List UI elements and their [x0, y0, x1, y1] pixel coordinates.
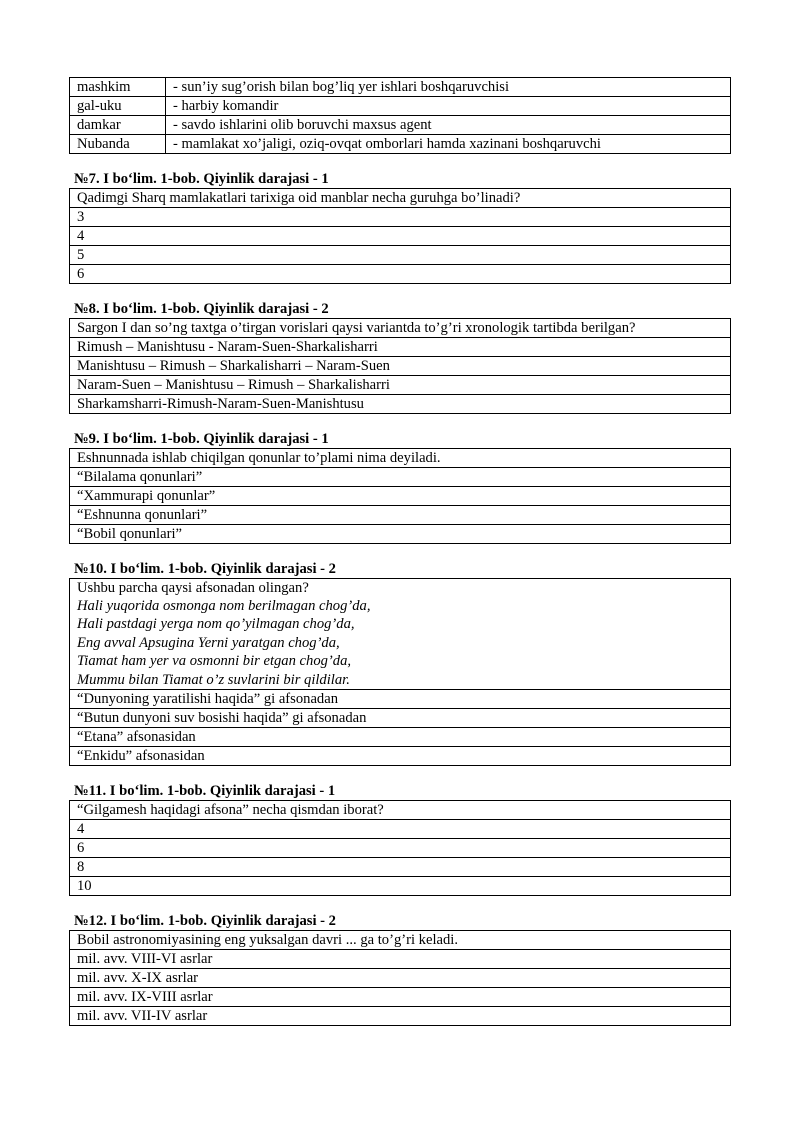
verse-line: Tiamat ham yer va osmonni bir etgan chog’da, — [77, 653, 352, 670]
question-table — [69, 188, 731, 284]
question-heading: №8. I bo‘lim. 1-bob. Qiyinlik darajasi - 2 — [74, 301, 329, 317]
question-block — [69, 560, 731, 766]
question-block — [69, 782, 731, 896]
answer-option: “Bilalama qonunlari” — [70, 468, 731, 487]
answer-option: Manishtusu – Rimush – Sharkalisharri – Naram-Suen — [70, 357, 731, 376]
question-block — [69, 300, 731, 414]
answer-option: Sharkamsharri-Rimush-Naram-Suen-Manishtusu — [70, 395, 731, 414]
question-text: Eshnunnada ishlab chiqilgan qonunlar to’plami nima deyiladi. — [70, 449, 731, 468]
answer-option: 6 — [70, 839, 731, 858]
answer-option: 5 — [70, 246, 731, 265]
answer-option: 6 — [70, 265, 731, 284]
verse-line: Mummu bilan Tiamat o’z suvlarini bir qildilar. — [77, 671, 350, 688]
question-text: “Gilgamesh haqidagi afsona” necha qismdan iborat? — [70, 801, 731, 820]
question-table — [69, 930, 731, 1026]
question-heading: №11. I bo‘lim. 1-bob. Qiyinlik darajasi - 1 — [74, 783, 336, 800]
glossary-definition: - mamlakat xo’jaligi, oziq-ovqat omborlari hamda xazinani boshqaruvchi — [166, 135, 731, 154]
glossary-row — [70, 135, 731, 154]
answer-option: “Bobil qonunlari” — [70, 525, 731, 544]
answer-option: Rimush – Manishtusu - Naram-Suen-Sharkalisharri — [70, 338, 731, 357]
question-text: Ushbu parcha qaysi afsonadan olingan? — [77, 580, 309, 596]
answer-option: “Enkidu” afsonasidan — [70, 747, 731, 766]
question-block — [69, 912, 731, 1026]
answer-option: “Eshnunna qonunlari” — [70, 506, 731, 525]
question-heading: №10. I bo‘lim. 1-bob. Qiyinlik darajasi - 2 — [74, 561, 336, 577]
verse-line: Hali pastdagi yerga nom qo’yilmagan chog’da, — [77, 616, 355, 633]
glossary-definition: - sun’iy sug’orish bilan bog’liq yer ishlari boshqaruvchisi — [166, 78, 731, 97]
glossary-table — [69, 77, 731, 154]
question-table — [69, 318, 731, 414]
question-table — [69, 448, 731, 544]
answer-option: “Xammurapi qonunlar” — [70, 487, 731, 506]
answer-option: mil. avv. VII-IV asrlar — [70, 1007, 731, 1026]
answer-option: “Etana” afsonasidan — [70, 728, 731, 747]
glossary-row — [70, 97, 731, 116]
glossary-term: Nubanda — [70, 135, 166, 154]
question-text: Bobil astronomiyasining eng yuksalgan davri ... ga to’g’ri keladi. — [70, 931, 731, 950]
verse-line: Eng avval Apsugina Yerni yaratgan chog’da, — [77, 634, 340, 651]
question-heading: №12. I bo‘lim. 1-bob. Qiyinlik darajasi - 2 — [74, 913, 336, 930]
glossary-definition: - harbiy komandir — [166, 97, 731, 116]
question-cell — [70, 579, 731, 690]
answer-option: mil. avv. X-IX asrlar — [70, 969, 731, 988]
glossary-term: gal-uku — [70, 97, 166, 116]
answer-option: Naram-Suen – Manishtusu – Rimush – Sharkalisharri — [70, 376, 731, 395]
answer-option: mil. avv. IX-VIII asrlar — [70, 988, 731, 1007]
glossary-term: mashkim — [70, 78, 166, 97]
document-page — [69, 77, 731, 1026]
question-block — [69, 430, 731, 544]
glossary-term: damkar — [70, 116, 166, 135]
glossary-row — [70, 78, 731, 97]
question-heading: №9. I bo‘lim. 1-bob. Qiyinlik darajasi - 1 — [74, 431, 329, 447]
glossary-row — [70, 116, 731, 135]
glossary-definition: - savdo ishlarini olib boruvchi maxsus agent — [166, 116, 731, 135]
answer-option: 4 — [70, 820, 731, 839]
answer-option: 8 — [70, 858, 731, 877]
question-block — [69, 170, 731, 284]
question-table — [69, 578, 731, 766]
question-table — [69, 800, 731, 896]
question-text: Sargon I dan so’ng taxtga o’tirgan vorislari qaysi variantda to’g’ri xronologik tartibda berilgan? — [70, 319, 731, 338]
question-heading: №7. I bo‘lim. 1-bob. Qiyinlik darajasi - 1 — [74, 171, 329, 187]
answer-option: mil. avv. VIII-VI asrlar — [70, 950, 731, 969]
answer-option: 3 — [70, 208, 731, 227]
question-text: Qadimgi Sharq mamlakatlari tarixiga oid manblar necha guruhga bo’linadi? — [70, 189, 731, 208]
answer-option: 4 — [70, 227, 731, 246]
answer-option: “Dunyoning yaratilishi haqida” gi afsonadan — [70, 690, 731, 709]
verse-line: Hali yuqorida osmonga nom berilmagan chog’da, — [77, 598, 371, 614]
answer-option: “Butun dunyoni suv bosishi haqida” gi afsonadan — [70, 709, 731, 728]
answer-option: 10 — [70, 877, 731, 896]
